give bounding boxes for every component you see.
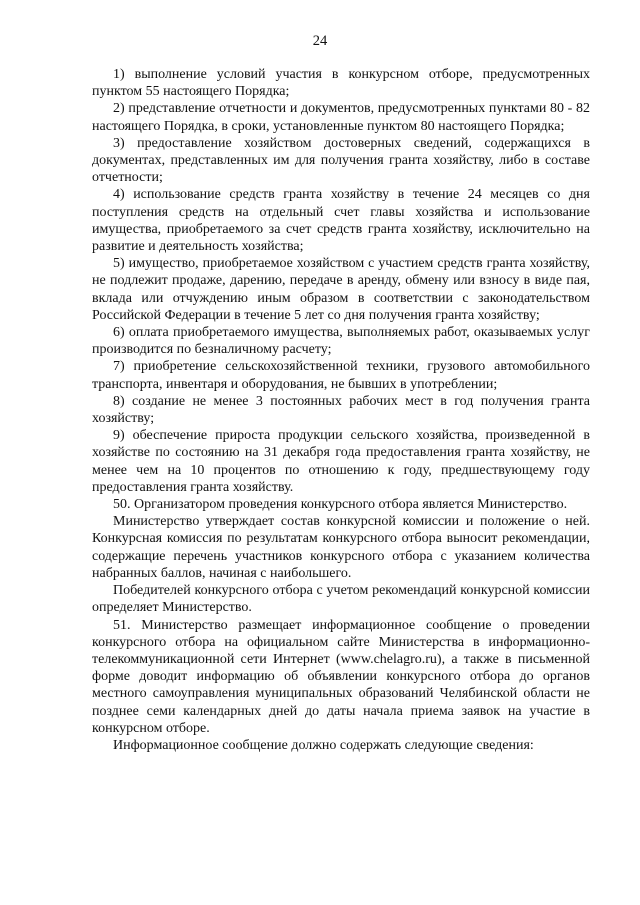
paragraph-section-50: 50. Организатором проведения конкурсного отбора является Министерство.	[113, 497, 568, 513]
paragraph-winners: Победителей конкурсного отбора с учетом рекомендаций конкурсной комиссии определяет Министерство.	[92, 583, 590, 616]
paragraph-item-2: 2) представление отчетности и документов, предусмотренных пунктами 80 - 82 настоящего Порядка, в сроки, установленные пунктом 80 настоящего Порядка;	[92, 101, 590, 134]
paragraph-commission: Министерство утверждает состав конкурсной комиссии и положение о ней. Конкурсная комиссия по результатам конкурсного отбора выносит рекомендации, содержащие перечень участников конкурсного отбора с указанием количества набранных баллов, начиная с наибольшего.	[92, 514, 590, 581]
paragraph-section-51: 51. Министерство размещает информационное сообщение о проведении конкурсного отбора на официальном сайте Министерства в информационно-телекоммуникационной сети Интернет (www.chelagro.ru), а также в письменной форме доводит информацию об объявлении конкурсного отбора до органов местного самоуправления муниципальных образований Челябинской области не позднее семи календарных дней до даты начала приема заявок на участие в конкурсном отборе.	[92, 617, 590, 736]
document-body	[92, 66, 590, 754]
paragraph-item-4: 4) использование средств гранта хозяйству в течение 24 месяцев со дня поступления средств на отдельный счет главы хозяйства и использование имущества, приобретаемого за счет средств гранта хозяйству, исключительно на развитие и деятельность хозяйства;	[92, 187, 590, 255]
paragraph-item-7: 7) приобретение сельскохозяйственной техники, грузового автомобильного транспорта, инвентаря и оборудования, не бывших в употреблении;	[92, 359, 590, 392]
page-number: 24	[312, 33, 328, 49]
paragraph-item-5: 5) имущество, приобретаемое хозяйством с участием средств гранта хозяйству, не подлежит продаже, дарению, передаче в аренду, обмену или взносу в виде пая, вклада или отчуждению иным образом в соответствии с законодательством Российской Федерации в течение 5 лет со дня получения гранта хозяйству;	[92, 256, 590, 323]
paragraph-item-8: 8) создание не менее 3 постоянных рабочих мест в год получения гранта хозяйству;	[92, 393, 590, 427]
paragraph-item-1: 1) выполнение условий участия в конкурсном отборе, предусмотренных пунктом 55 настоящего Порядка;	[92, 67, 590, 100]
paragraph-item-3: 3) предоставление хозяйством достоверных сведений, содержащихся в документах, представленных им для получения гранта хозяйству, либо в составе отчетности;	[92, 135, 590, 186]
paragraph-item-9: 9) обеспечение прироста продукции сельского хозяйства, произведенной в хозяйстве по состоянию на 31 декабря года предоставления гранта хозяйству, не менее чем на 10 процентов по отношению к году, предшествующему году предоставления гранта хозяйству.	[92, 428, 590, 495]
paragraph-item-6: 6) оплата приобретаемого имущества, выполняемых работ, оказываемых услуг производится по безналичному расчету;	[92, 325, 590, 358]
paragraph-info-message: Информационное сообщение должно содержать следующие сведения:	[113, 737, 534, 753]
